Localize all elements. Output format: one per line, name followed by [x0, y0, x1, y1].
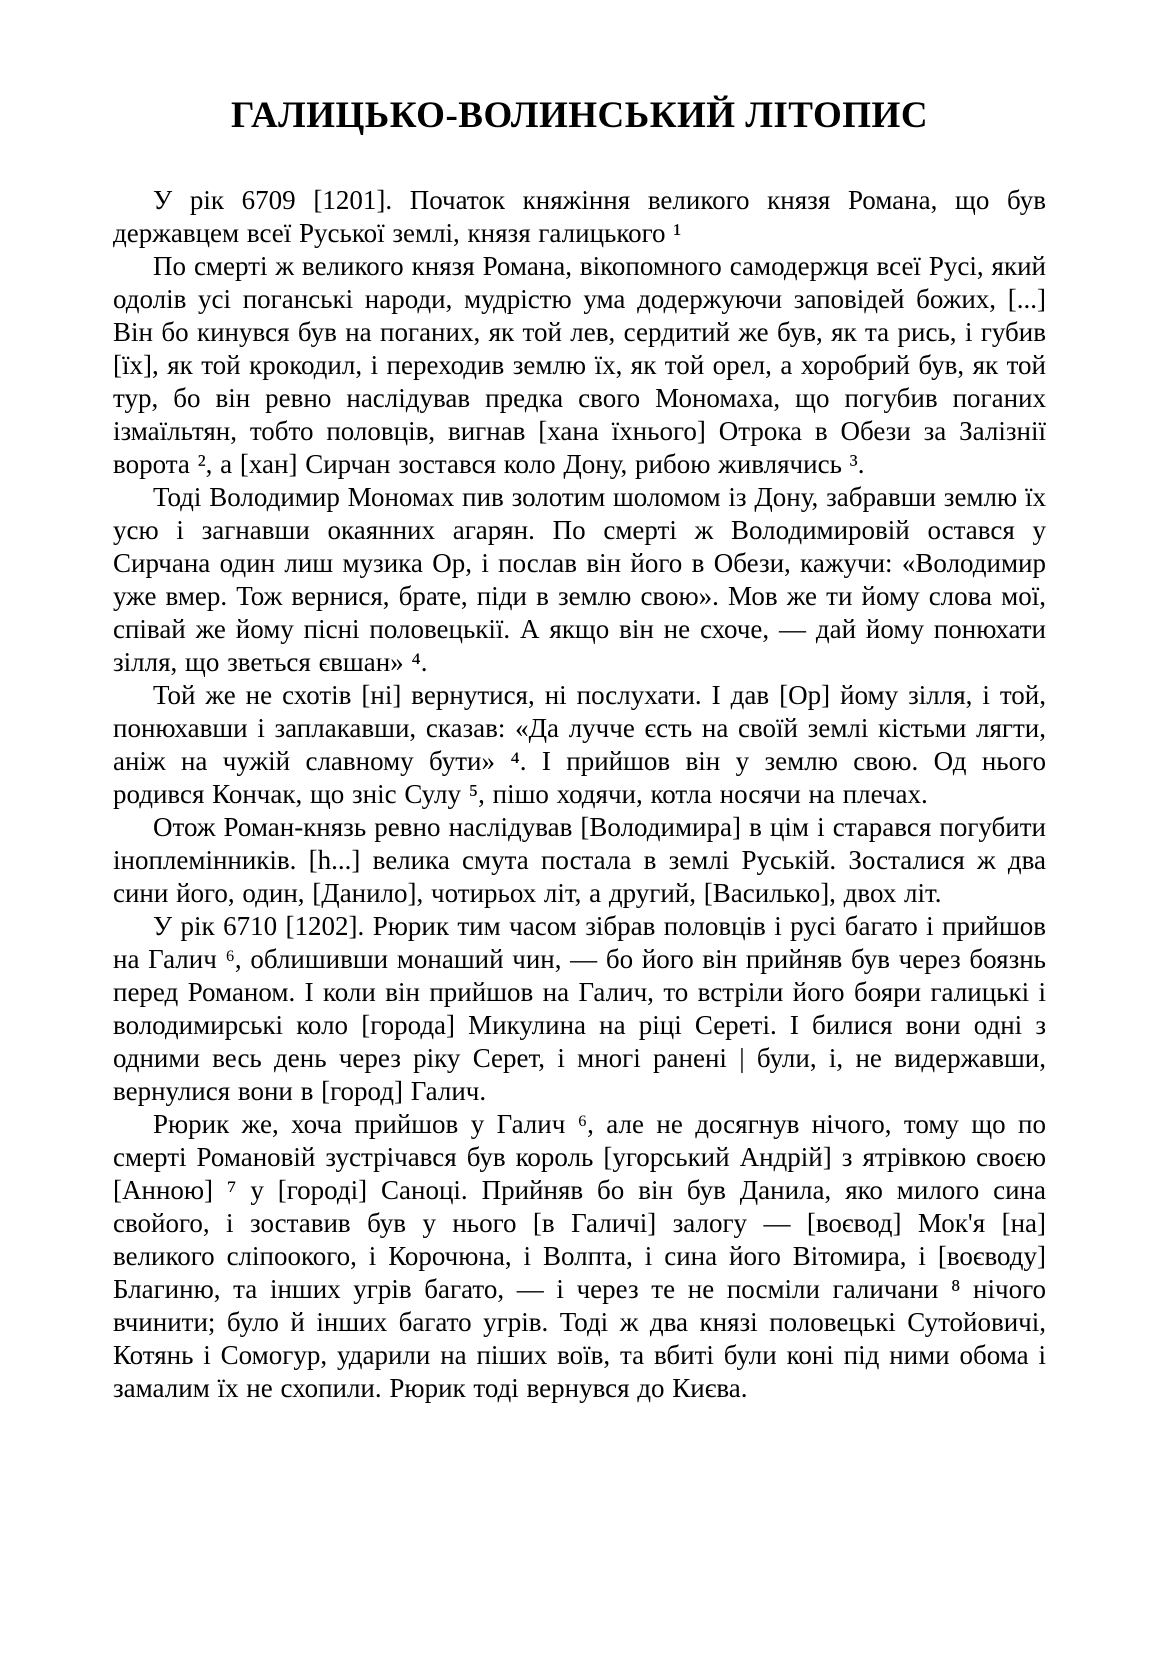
- paragraph: Той же не схотів [ні] вернутися, ні послухати. І дав [Ор] йому зілля, і той, понюхавши і заплакавши, сказав: «Да лучче єсть на своїй землі кістьми лягти, аніж на чужій славному бути» ⁴. І прийшов він у землю свою. Од нього родився Кончак, що зніс Сулу ⁵, пішо ходячи, котла носячи на плечах.: [113, 679, 1046, 809]
- page-title: ГАЛИЦЬКО-ВОЛИНСЬКИЙ ЛІТОПИС: [230, 95, 929, 136]
- paragraph: По смерті ж великого князя Романа, вікопомного самодержця всеї Русі, який одолів усі поганські народи, мудрістю ума додержуючи заповідей божих, [...] Він бо кинувся був на поганих, як той лев, сердитий же був, як та рись, і губив [їх], як той крокодил, і переходив землю їх, як той орел, а хоробрий був, як той тур, бо він ревно наслідував предка свого Мономаха, що погубив поганих ізмаїльтян, тобто половців, вигнав [хана їхнього] Отрока в Обези за Залізнії ворота ², а [хан] Сирчан зостався коло Дону, рибою живлячись ³.: [113, 250, 1046, 479]
- paragraph: Тоді Володимир Мономах пив золотим шоломом із Дону, забравши землю їх усю і загнавши окаянних агарян. По смерті ж Володимировій остався у Сирчана один лиш музика Ор, і послав він його в Обези, кажучи: «Володимир уже вмер. Тож вернися, брате, піди в землю свою». Мов же ти йому слова мої, співай же йому пісні половецькії. А якщо він не схоче, — дай йому понюхати зілля, що зветься євшан» ⁴.: [113, 481, 1046, 677]
- paragraph: Отож Роман-князь ревно наслідував [Володимира] в цім і старався погубити іноплемінників. [h...] велика смута постала в землі Руській. Зосталися ж два сини його, один, [Данило], чотирьох літ, а другий, [Василько], двох літ.: [113, 811, 1046, 908]
- body-text: [113, 184, 1046, 1405]
- paragraph: У рік 6709 [1201]. Початок княжіння великого князя Романа, що був державцем всеї Руської землі, князя галицького ¹: [113, 184, 1046, 248]
- paragraph: У рік 6710 [1202]. Рюрик тим часом зібрав половців і русі багато і прийшов на Галич ⁶, облишивши монаший чин, — бо його він прийняв був через боязнь перед Романом. І коли він прийшов на Галич, то встріли його бояри галицькі і володимирські коло [города] Микулина на ріці Сереті. І билися вони одні з одними весь день через ріку Серет, і многі ранені | були, і, не видержавши, вернулися вони в [город] Галич.: [113, 910, 1046, 1106]
- paragraph: Рюрик же, хоча прийшов у Галич ⁶, але не досягнув нічого, тому що по смерті Романовій зустрічався був король [угорський Андрій] з ятрівкою своєю [Анною] ⁷ у [городі] Саноці. Прийняв бо він був Данила, яко милого сина свойого, і зоставив був у нього [в Галичі] залогу — [воєвод] Мок'я [на] великого сліпоокого, і Корочюна, і Волпта, і сина його Вітомира, і [воєводу] Благиню, та інших угрів багато, — і через те не посміли галичани ⁸ нічого вчинити; було й інших багато угрів. Тоді ж два князі половецькі Сутойовичі, Котянь і Сомогур, ударили на піших воїв, та вбиті були коні під ними обома і замалим їх не схопили. Рюрик тоді вернувся до Києва.: [113, 1108, 1046, 1403]
